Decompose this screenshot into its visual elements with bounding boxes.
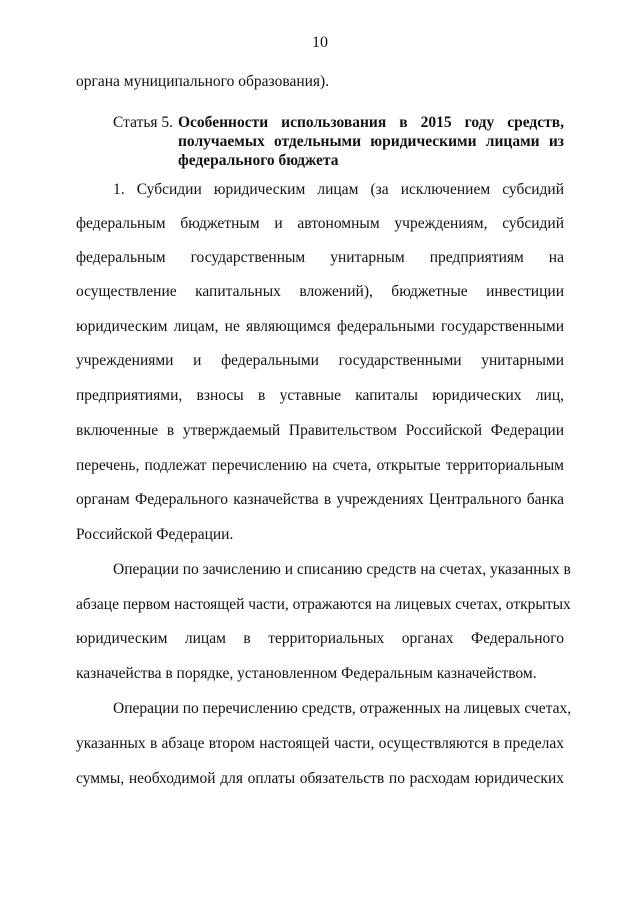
article-title-line: получаемых отдельными юридическими лицами из	[178, 133, 564, 150]
paragraph-line: указанных в абзаце втором настоящей части, осуществляются в пределах	[76, 735, 564, 752]
article-label: Статья 5.	[113, 114, 174, 131]
paragraph-line: Операции по перечислению средств, отраженных на лицевых счетах,	[113, 700, 572, 717]
paragraph-line: юридическим лицам в территориальных органах Федерального	[76, 630, 564, 647]
page-number: 10	[312, 34, 328, 51]
paragraph-line: Операции по зачислению и списанию средств на счетах, указанных в	[113, 561, 571, 578]
paragraph-line: 1. Субсидии юридическим лицам (за исключением субсидий	[113, 181, 564, 198]
paragraph-line: юридическим лицам, не являющимся федеральными государственными	[76, 318, 564, 335]
paragraph-line: органам Федерального казначейства в учреждениях Центрального банка	[76, 491, 564, 508]
paragraph-line: осуществление капитальных вложений), бюджетные инвестиции	[76, 283, 564, 300]
paragraph-line: федеральным государственным унитарным предприятиям на	[76, 249, 564, 266]
lead-line: органа муниципального образования).	[76, 73, 330, 90]
paragraph-line: Российской Федерации.	[76, 526, 234, 543]
paragraph-line: федеральным бюджетным и автономным учреждениям, субсидий	[76, 215, 564, 232]
paragraph-line: предприятиями, взносы в уставные капиталы юридических лиц,	[76, 387, 564, 404]
paragraph-line: перечень, подлежат перечислению на счета, открытые территориальным	[76, 457, 564, 474]
paragraph-line: абзаце первом настоящей части, отражаются на лицевых счетах, открытых	[76, 596, 571, 613]
article-title-line: Особенности использования в 2015 году средств,	[178, 114, 564, 131]
paragraph-line: суммы, необходимой для оплаты обязательств по расходам юридических	[76, 770, 564, 787]
paragraph-line: включенные в утверждаемый Правительством Российской Федерации	[76, 422, 564, 439]
paragraph-line: казначейства в порядке, установленном Федеральным казначейством.	[76, 665, 537, 682]
paragraph-line: учреждениями и федеральными государственными унитарными	[76, 352, 564, 369]
article-title-line: федерального бюджета	[178, 152, 339, 169]
